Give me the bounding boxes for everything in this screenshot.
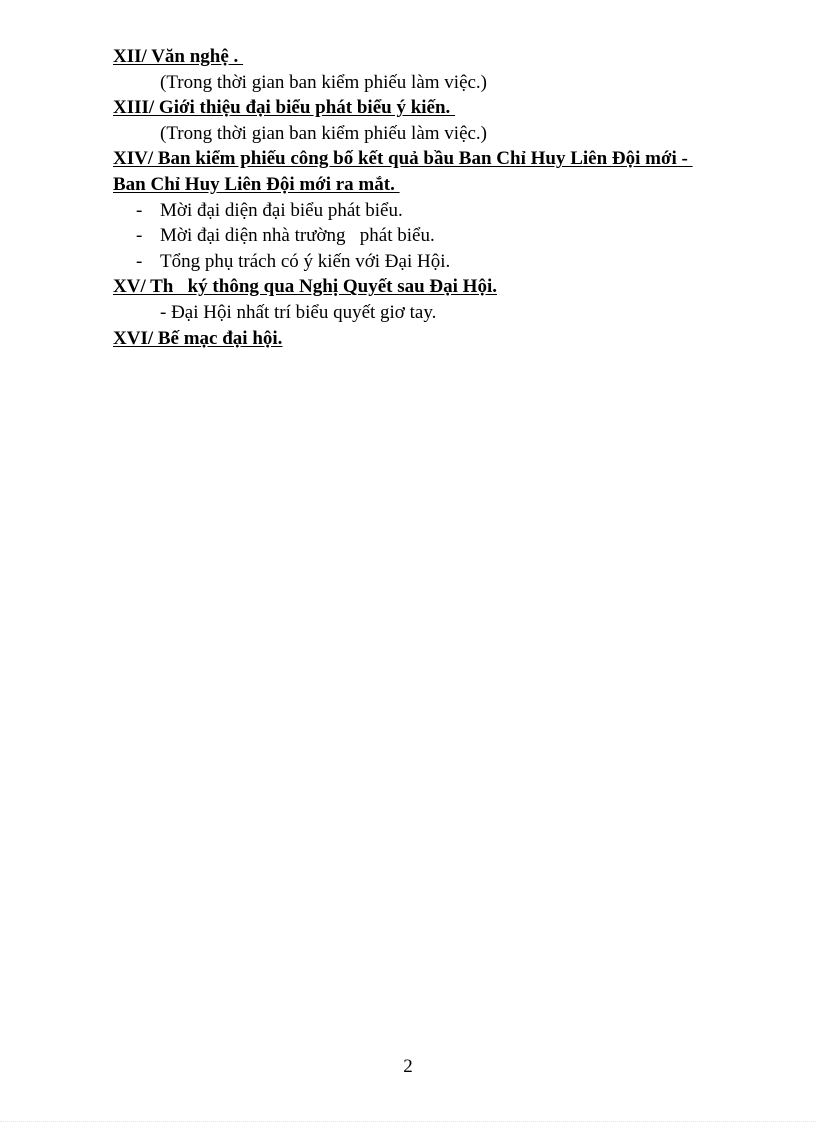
- list-item-text: Mời đại diện đại biểu phát biểu.: [160, 199, 403, 221]
- section-heading-xiv-line2: Ban Chỉ Huy Liên Đội mới ra mắt.: [113, 173, 400, 195]
- bullet-dash: -: [136, 225, 143, 247]
- bullet-dash: -: [136, 199, 143, 221]
- list-item-text: Tổng phụ trách có ý kiến với Đại Hội.: [160, 250, 451, 272]
- list-item: [113, 198, 773, 224]
- section-heading-xv: XV/ Th ký thông qua Nghị Quyết sau Đại Hội.: [113, 276, 497, 298]
- bullet-dash: -: [136, 250, 143, 272]
- section-note-xv: - Đại Hội nhất trí biểu quyết giơ tay.: [160, 301, 437, 323]
- list-item: [113, 249, 773, 275]
- section-heading-xvi: XVI/ Bế mạc đại hội.: [113, 327, 283, 349]
- section-heading-xiv-line1: XIV/ Ban kiểm phiếu công bố kết quả bầu Ban Chỉ Huy Liên Đội mới -: [113, 148, 693, 170]
- section-note-xiii: (Trong thời gian ban kiểm phiếu làm việc.): [160, 122, 488, 144]
- list-item: [113, 223, 773, 249]
- page-number: 2: [403, 1056, 413, 1077]
- list-item-text: Mời đại diện nhà trường phát biểu.: [160, 225, 435, 247]
- section-heading-xii: XII/ Văn nghệ .: [113, 46, 244, 67]
- document-body: [113, 44, 773, 351]
- page-bottom-divider: [0, 1121, 816, 1122]
- section-heading-xiii: XIII/ Giới thiệu đại biểu phát biểu ý kiến.: [113, 97, 456, 119]
- section-note-xii: (Trong thời gian ban kiểm phiếu làm việc.): [160, 71, 488, 93]
